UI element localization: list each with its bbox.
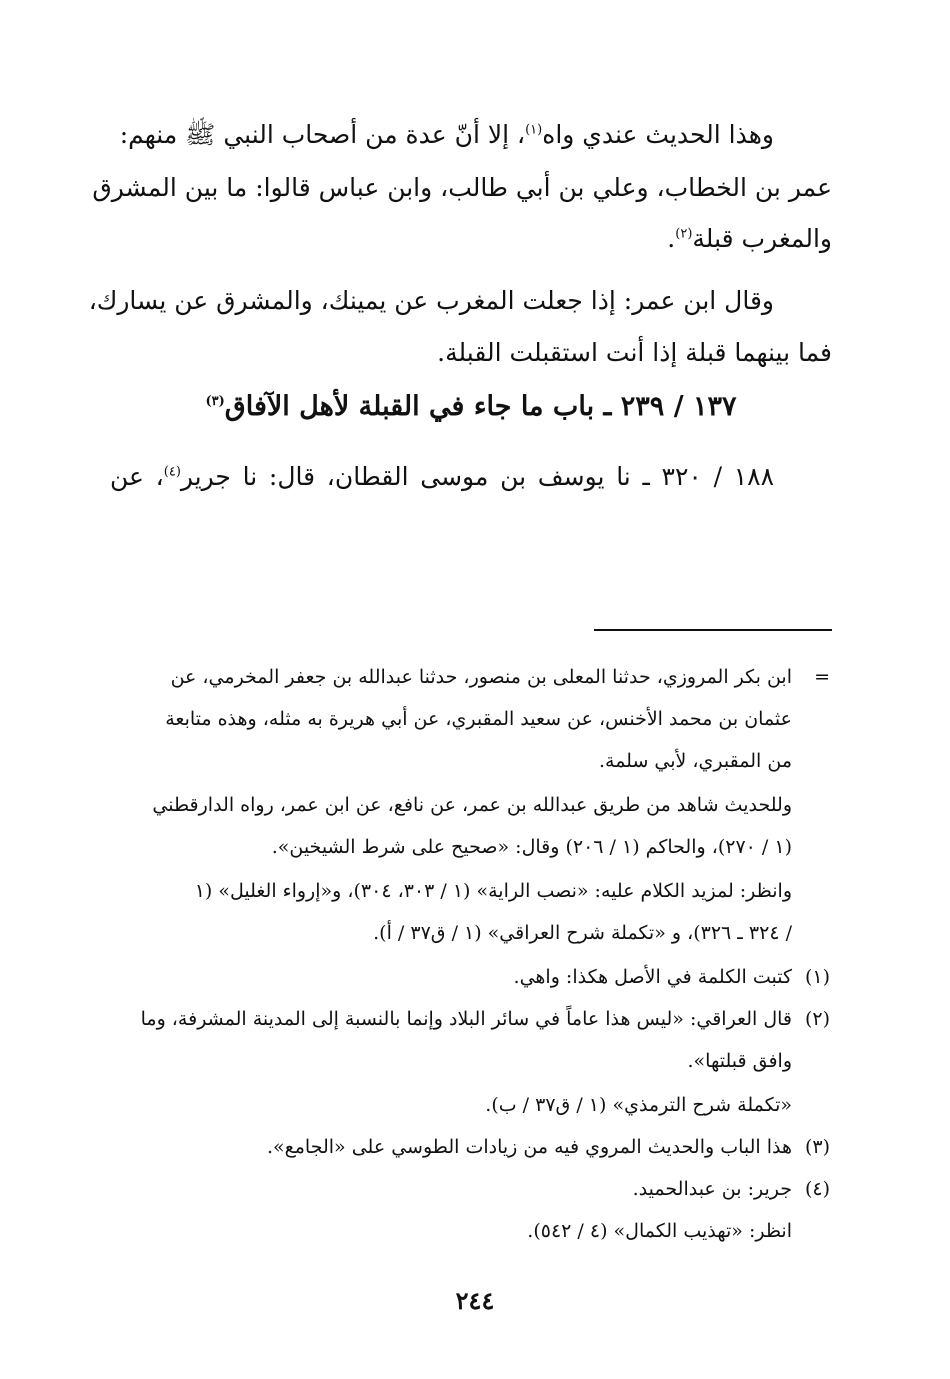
footnote-number[interactable]: (١): [804, 966, 830, 988]
footnote-text: وانظر: لمزيد الكلام عليه: «نصب الراية» (١ / ٣٠٣، ٣٠٤)، و«إرواء الغليل» (١: [194, 880, 792, 902]
text-run: والمغرب قبلة: [692, 224, 832, 253]
paragraph-1-line-3: [110, 212, 832, 265]
paragraph-3-line-1: [110, 450, 832, 503]
footnote-separator: [594, 629, 832, 631]
text-run: ، عن: [110, 462, 164, 491]
footnote-text: «تكملة شرح الترمذي» (١ / ق٣٧ / ب).: [485, 1094, 792, 1116]
footnote-text: هذا الباب والحديث المروي فيه من زيادات الطوسي على «الجامع».: [266, 1136, 792, 1158]
paragraph-1-line-1: [110, 108, 832, 161]
footnote-ref-4[interactable]: (٤): [163, 464, 181, 480]
chapter-heading: [110, 382, 832, 432]
footnote-number[interactable]: (٢): [804, 1008, 830, 1030]
footnote-text: من المقبري، لأبي سلمة.: [598, 750, 792, 772]
text-run: وهذا الحديث عندي واه: [542, 120, 774, 149]
paragraph-1-line-2: [92, 161, 832, 214]
footnote-text: وافق قبلتها».: [687, 1050, 792, 1072]
text-run: .: [667, 224, 676, 253]
page-number: ٢٤٤: [455, 1286, 495, 1315]
footnote-text: انظر: «تهذيب الكمال» (٤ / ٥٤٢).: [527, 1220, 792, 1242]
footnote-number[interactable]: (٤): [804, 1178, 830, 1200]
footnote-text: وللحديث شاهد من طريق عبدالله بن عمر، عن نافع، عن ابن عمر، رواه الدارقطني: [152, 794, 792, 816]
text-run: ١٨٨ / ٣٢٠ ـ نا يوسف بن موسى القطان، قال: نا جرير: [180, 462, 775, 491]
text-run: ، إلا أنّ عدة من أصحاب النبي ﷺ منهم:: [119, 120, 526, 149]
text-run: عمر بن الخطاب، وعلي بن أبي طالب، وابن عباس قالوا: ما بين المشرق: [92, 173, 832, 202]
footnote-number[interactable]: (٣): [804, 1136, 830, 1158]
footnote-ref-3[interactable]: (٣): [205, 394, 225, 409]
footnote-text: / ٣٢٤ ـ ٣٢٦)، و «تكملة شرح العراقي» (١ / ق٣٧ / أ).: [373, 922, 792, 944]
footnote-text: جرير: بن عبدالحميد.: [632, 1178, 792, 1200]
text-run: وقال ابن عمر: إذا جعلت المغرب عن يمينك، والمشرق عن يسارك،: [88, 286, 774, 315]
text-run: فما بينهما قبلة إذا أنت استقبلت القبلة.: [437, 338, 832, 367]
footnote-ref-1[interactable]: (١): [525, 122, 543, 138]
footnote-text: عثمان بن محمد الأخنس، عن سعيد المقبري، عن أبي هريرة به مثله، وهذه متابعة: [165, 708, 792, 730]
footnote-text: (١ / ٢٧٠)، والحاكم (١ / ٢٠٦) وقال: «صحيح على شرط الشيخين».: [271, 836, 792, 858]
footnote-text: قال العراقي: «ليس هذا عاماً في سائر البلاد وإنما بالنسبة إلى المدينة المشرفة، وما: [140, 1008, 792, 1030]
continuation-mark: =: [814, 666, 830, 688]
footnote-text: ابن بكر المروزي، حدثنا المعلى بن منصور، حدثنا عبدالله بن جعفر المخرمي، عن: [170, 666, 792, 688]
paragraph-2-line-1: [88, 274, 832, 327]
footnote-ref-2[interactable]: (٢): [675, 226, 693, 242]
footnote-text: كتبت الكلمة في الأصل هكذا: واهي.: [513, 966, 792, 988]
heading-text: ١٣٧ / ٢٣٩ ـ باب ما جاء في القبلة لأهل الآفاق: [224, 391, 737, 422]
paragraph-2-line-2: [110, 326, 832, 379]
